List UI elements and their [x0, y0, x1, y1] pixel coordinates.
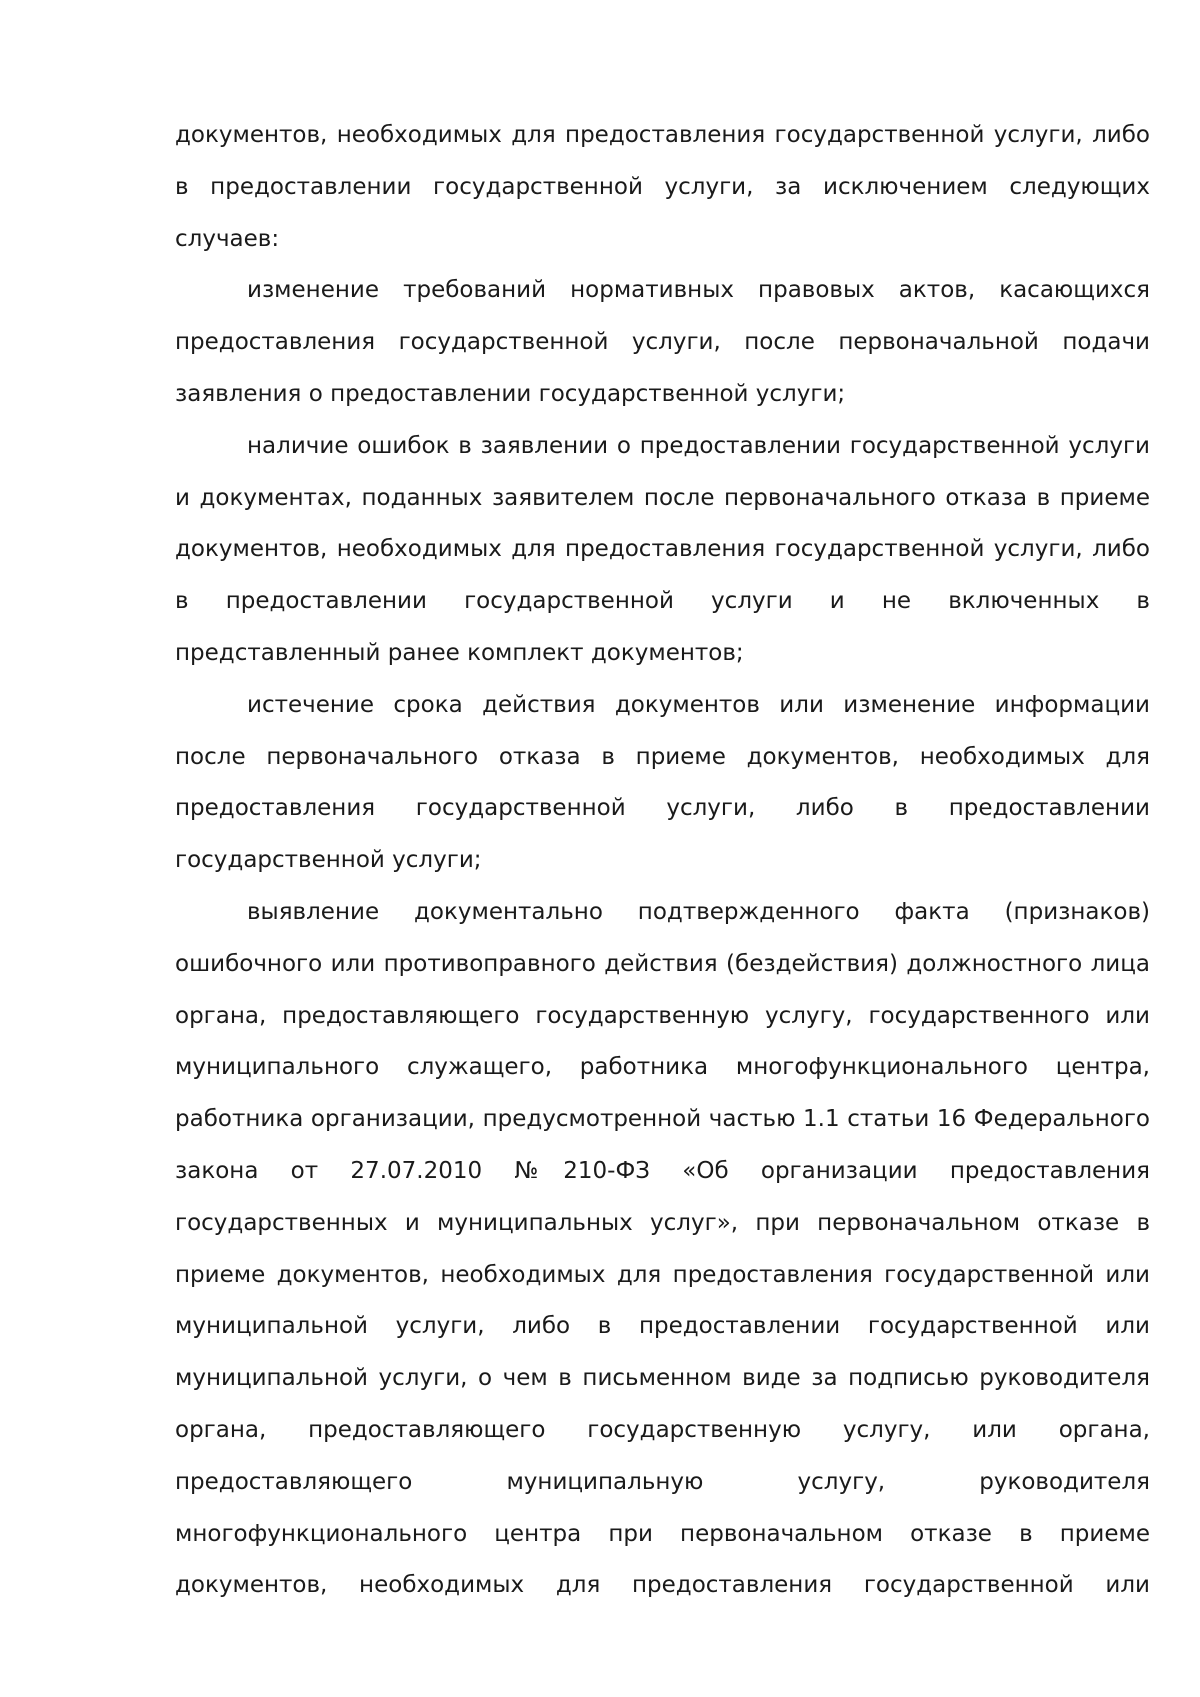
paragraph-errors-in-application: наличие ошибок в заявлении о предоставлении государственной услуги и документах, поданных заявителем после первоначального отказа в приеме документов, необходимых для предоставления государственной услуги, либо в предоставлении государственной услуги и не включенных в представленный ранее комплект документов;: [175, 432, 1150, 666]
paragraph-requirements-change: изменение требований нормативных правовых актов, касающихся предоставления государственной услуги, после первоначальной подачи заявления о предоставлении государственной услуги;: [175, 277, 1150, 407]
paragraph-continuation: документов, необходимых для предоставления государственной услуги, либо в предоставлении государственной услуги, за исключением следующих случаев:: [175, 122, 1150, 252]
document-body: [175, 110, 1150, 1612]
paragraph-erroneous-action: выявление документально подтвержденного факта (признаков) ошибочного или противоправного действия (бездействия) должностного лица органа, предоставляющего государственную услугу, государственного или муниципального служащего, работника многофункционального центра, работника организации, предусмотренной частью 1.1 статьи 16 Федерального закона от 27.07.2010 №210-ФЗ «Об организации предоставления государственных и муниципальных услуг», при первоначальном отказе в приеме документов, необходимых для предоставления государственной или муниципальной услуги, либо в предоставлении государственной или муниципальной услуги, о чем в письменном виде за подписью руководителя органа, предоставляющего государственную услугу, или органа, предоставляющего муниципальную услугу, руководителя многофункционального центра при первоначальном отказе в приеме документов, необходимых для предоставления государственной или: [175, 898, 1150, 1599]
paragraph-document-expiry: истечение срока действия документов или изменение информации после первоначального отказа в приеме документов, необходимых для предоставления государственной услуги, либо в предоставлении государственной услуги;: [175, 691, 1150, 874]
